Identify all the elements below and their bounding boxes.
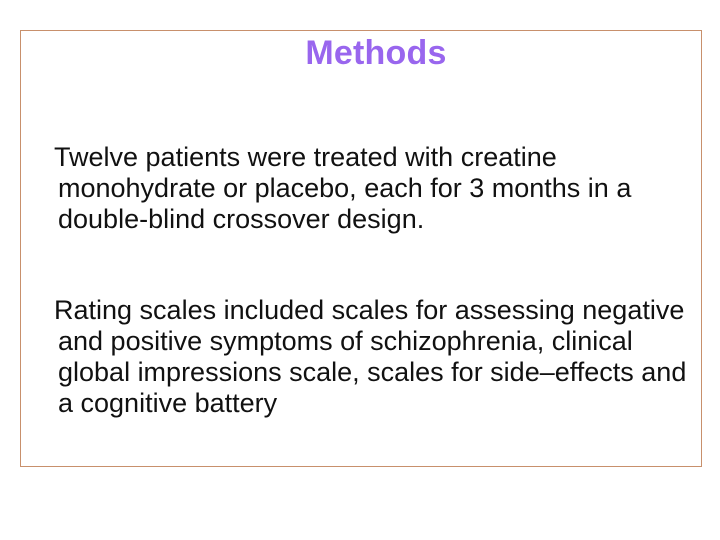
slide-title: Methods xyxy=(305,34,447,72)
methods-paragraph-1: Twelve patients were treated with creatine monohydrate or placebo, each for 3 months in a double-blind crossover design. xyxy=(54,142,632,234)
methods-paragraph-2: Rating scales included scales for assessing negative and positive symptoms of schizophrenia, clinical global impressions scale, scales for side–effects and a cognitive battery xyxy=(54,295,687,418)
